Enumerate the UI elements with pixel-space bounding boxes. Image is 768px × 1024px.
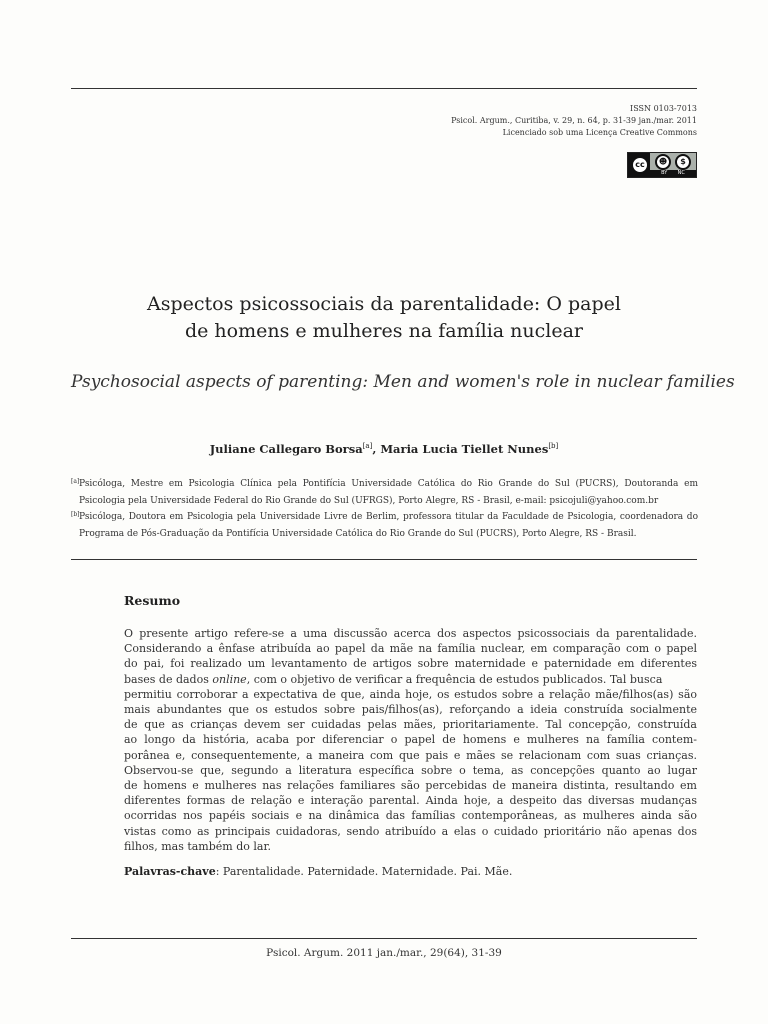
affiliation-b-text: Psicóloga, Doutora em Psicologia pela Universidade Livre de Berlim, professora titular da Faculdade de Psicologia, coordenadora do Programa de Pós-Graduação da Pontifícia Universidade Católica do Rio Grande do Sul (PUCRS), Porto Alegre, RS - Brasil. [79, 512, 698, 539]
title-line-1: Aspectos psicossociais da parentalidade: O papel [147, 293, 621, 315]
abstract-line: filhos, mas também do lar. [124, 839, 272, 853]
keywords-list: Parentalidade. Paternidade. Maternidade. Pai. Mãe. [219, 865, 513, 878]
top-divider [71, 88, 697, 89]
keywords-colon: : [215, 865, 220, 878]
cc-label-strip [650, 170, 696, 177]
journal-header [451, 103, 697, 139]
article-title [71, 291, 697, 345]
author-1-mark: [a] [362, 442, 373, 450]
abstract-line: Observou-se que, segundo a literatura específica sobre o tema, as concepções quanto ao lugar [124, 763, 697, 777]
noncommercial-icon: $ [675, 154, 691, 170]
abstract-line: permitiu corroborar a expectativa de que, ainda hoje, os estudos sobre a relação mãe/filhos(as) são [124, 687, 697, 701]
title-line-2: de homens e mulheres na família nuclear [184, 320, 584, 342]
abstract-line: porânea e, consequentemente, a maneira com que pais e mães se relacionam com suas crianças. [124, 748, 697, 762]
abstract-line-with-emphasis [124, 672, 697, 687]
issn: ISSN 0103-7013 [630, 104, 697, 113]
abstract-line: ao longo da história, acaba por diferenciar o papel de homens e mulheres na família contem- [124, 733, 697, 747]
by-label: BY [661, 170, 668, 176]
abstract-line: de que as crianças devem ser cuidadas pelas mães, prioritariamente. Tal concepção, construída [124, 718, 697, 732]
keywords-label: Palavras-chave [124, 865, 216, 878]
journal-citation: Psicol. Argum., Curitiba, v. 29, n. 64, p. 31-39 jan./mar. 2011 [451, 116, 697, 125]
affiliation-b-mark: [b] [71, 511, 80, 518]
license-notice: Licenciado sob uma Licença Creative Commons [502, 128, 697, 137]
affiliation-a-mark: [a] [71, 478, 80, 485]
creative-commons-badge[interactable] [627, 152, 697, 178]
affiliation-a [71, 476, 698, 510]
author-1: Juliane Callegaro Borsa [209, 441, 363, 456]
author-separator: , [372, 441, 381, 456]
nc-label: NC [677, 170, 685, 176]
page-footer: Psicol. Argum. 2011 jan./mar., 29(64), 31-39 [266, 947, 502, 959]
cc-main-block [628, 153, 650, 177]
abstract-line: do pai, foi realizado um levantamento de artigos sobre maternidade e paternidade em diferentes [124, 657, 697, 671]
article-english-title: Psychosocial aspects of parenting: Men and women's role in nuclear families [71, 372, 735, 392]
affiliation-b [71, 509, 698, 543]
creative-commons-icon: cc [631, 156, 649, 174]
emphasis-online: online [212, 672, 247, 686]
abstract-body [124, 626, 697, 854]
section-divider [71, 559, 697, 560]
affiliation-a-text: Psicóloga, Mestre em Psicologia Clínica pela Pontifícia Universidade Católica do Rio Grande do Sul (PUCRS), Doutoranda em Psicologia pela Universidade Federal do Rio Grande do Sul (UFRGS), Porto Alegre, RS - Brasil, e-mail: psicojuli@yahoo.com.br [79, 479, 698, 506]
abstract-line-end: , com o objetivo de verificar a frequência de estudos publicados. Tal busca [246, 672, 663, 686]
author-2: Maria Lucia Tiellet Nunes [380, 441, 549, 456]
keywords [124, 864, 512, 880]
abstract-heading: Resumo [124, 593, 181, 608]
abstract-line: diferentes formas de relação e interação parental. Ainda hoje, a despeito das diversas mudanças [124, 794, 697, 808]
abstract-line-start: bases de dados [124, 672, 209, 686]
abstract-line: de homens e mulheres nas relações familiares são percebidas de maneira distinta, resultando em [124, 779, 697, 793]
abstract-line: vistas como as principais cuidadoras, sendo atribuído a elas o cuidado prioritário não apenas dos [124, 824, 697, 838]
abstract-line: O presente artigo refere-se a uma discussão acerca dos aspectos psicossociais da parentalidade. [124, 627, 697, 640]
attribution-icon: ☻ [655, 154, 671, 170]
abstract-line: Considerando a ênfase atribuída ao papel da mãe na família nuclear, em comparação com o papel [124, 642, 697, 656]
author-2-mark: [b] [548, 442, 559, 450]
abstract-line: mais abundantes que os estudos sobre pais/filhos(as), reforçando a ideia construída socialmente [124, 703, 697, 717]
abstract-line: ocorridas nos papéis sociais e na dinâmica das famílias contemporâneas, as mulheres ainda são [124, 809, 697, 823]
authors-line [71, 438, 697, 457]
footer-divider [71, 938, 697, 939]
